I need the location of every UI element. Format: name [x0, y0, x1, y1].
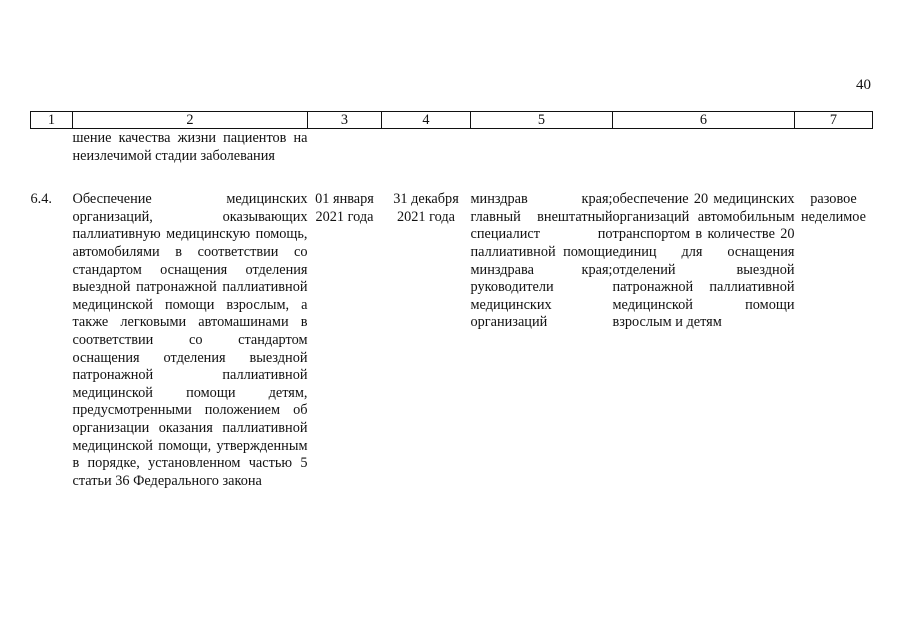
row-responsible: минздрав края; главный внештатный специалист по паллиативной помощи минздрава края; руководители медицинских организаций	[470, 191, 613, 331]
header-cell-5: 5	[471, 112, 613, 129]
header-cell-1: 1	[31, 112, 73, 129]
row-end-date: 31 декабря 2021 года	[393, 191, 459, 225]
row-number: 6.4.	[30, 191, 52, 208]
measures-table	[30, 111, 873, 490]
page-number: 40	[856, 77, 871, 93]
continuation-cell-3	[308, 129, 382, 192]
continuation-cell-4	[382, 129, 471, 192]
row-start-date: 01 января 2021 года	[315, 191, 374, 225]
header-cell-7: 7	[795, 112, 873, 129]
continuation-cell-6	[613, 129, 795, 192]
continuation-cell-5	[471, 129, 613, 192]
row-type: разовое неделимое	[801, 191, 866, 225]
header-cell-3: 3	[308, 112, 382, 129]
header-cell-4: 4	[382, 112, 471, 129]
continuation-cell-1	[31, 129, 73, 192]
table-row	[31, 191, 873, 490]
header-row	[31, 112, 873, 129]
header-cell-2: 2	[73, 112, 308, 129]
continuation-cell-7	[795, 129, 873, 192]
continuation-description: шение качества жизни пациентов на неизлечимой стадии заболевания	[72, 130, 308, 164]
row-result: обеспечение 20 медицинских организаций автомобильным транспортом в количестве 20 единиц для оснащения отделений выездной патронажной паллиативной медицинской помощи взрослым и детям	[612, 191, 795, 331]
continuation-row	[31, 129, 873, 192]
header-cell-6: 6	[613, 112, 795, 129]
row-description: Обеспечение медицинских организаций, оказывающих паллиативную медицинскую помощь, автомобилями в соответствии со стандартом оснащения отделения выездной патронажной паллиативной медицинской помощи взрослым, а также легковыми автомашинами в соответствии со стандартом оснащения отделения выездной патронажной паллиативной медицинской помощи детям, предусмотренными положением об организации оказания паллиативной медицинской помощи, утвержденным в порядке, установленном частью 5 статьи 36 Федерального закона	[72, 191, 308, 489]
